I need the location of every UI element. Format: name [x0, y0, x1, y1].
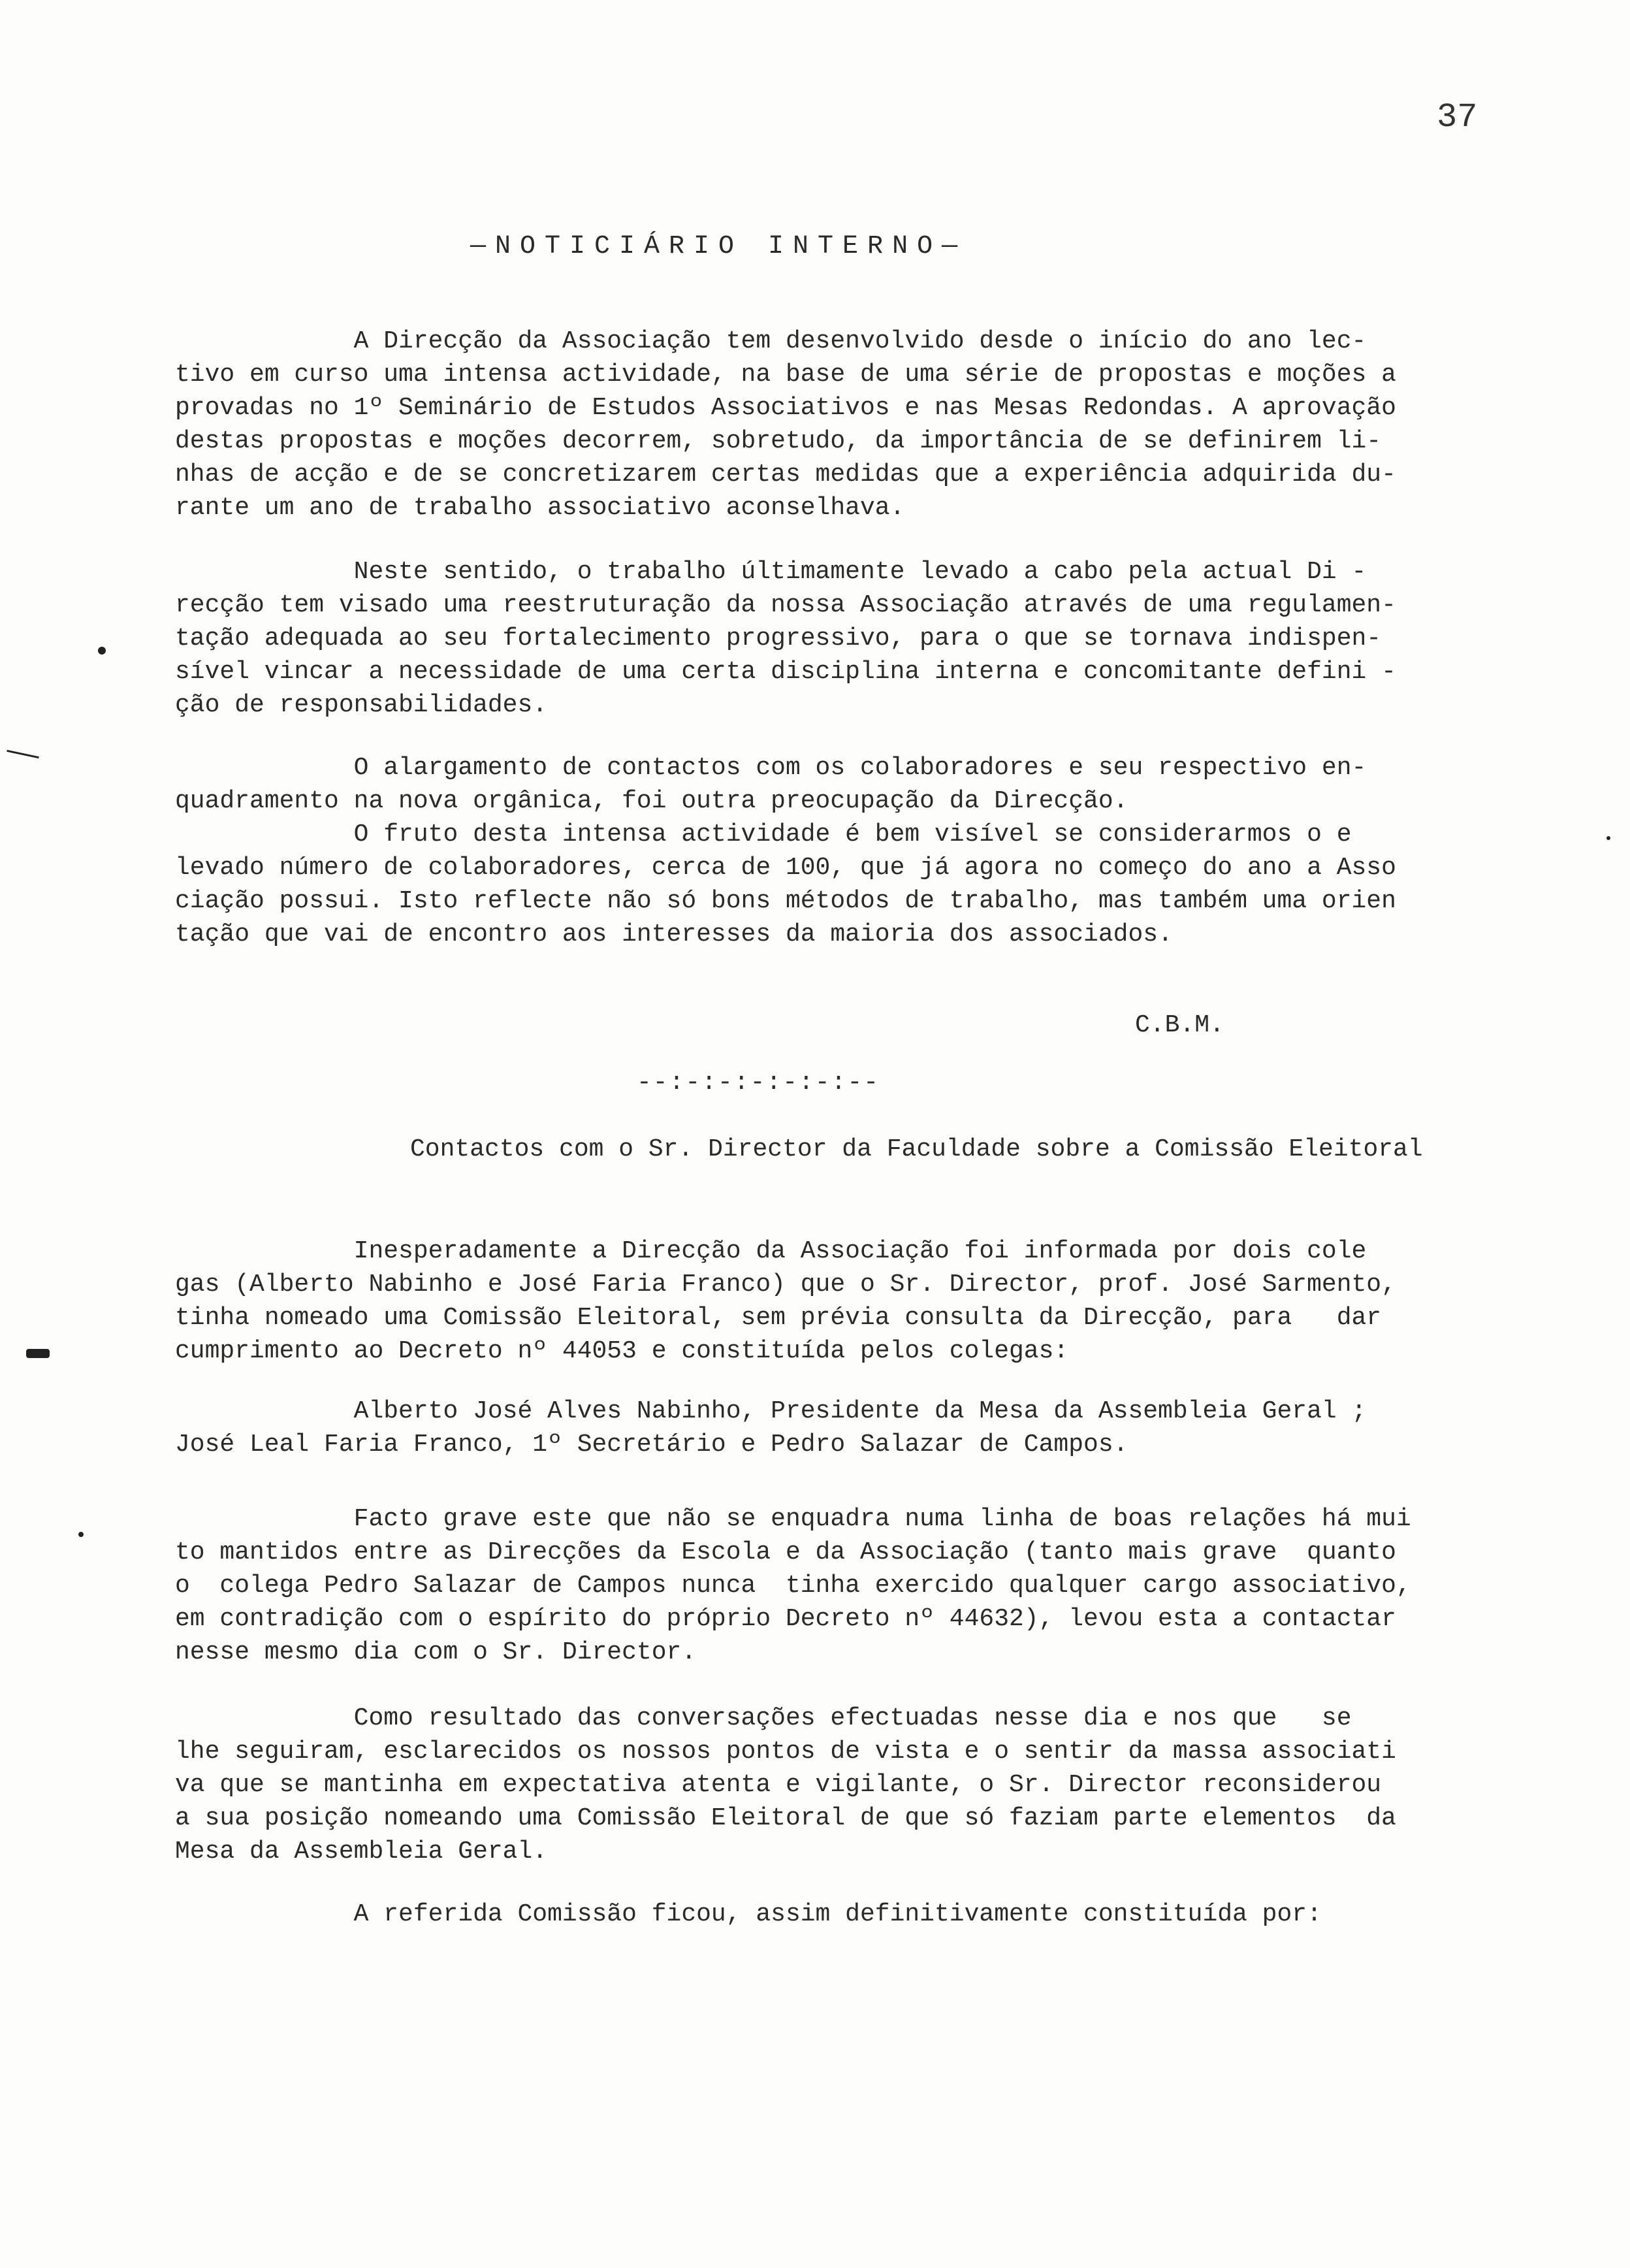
margin-dash	[7, 750, 39, 758]
margin-dot	[78, 1532, 84, 1537]
section-separator: --:-:-:-:-:-:--	[637, 1069, 880, 1097]
paragraph-7: Como resultado das conversações efectuadas nesse dia e nos que se lhe seguiram, esclarecidos os nossos pontos de vista e o sentir da massa associati va que se mantinha em expectativa atenta e vigilante, o Sr. Director reconsiderou a sua posição nomeando uma Comissão Eleitoral de que só faziam parte elementos da Mesa da Assembleia Geral.	[175, 1704, 1396, 1866]
paragraph-3: O alargamento de contactos com os colaboradores e seu respectivo en- quadramento na nova orgânica, foi outra preocupação da Direcção. O fruto desta intensa actividade é bem visível se considerarmos o e levado número de colaboradores, cerca de 100, que já agora no começo do ano a Asso ciação possui. Isto reflecte não só bons métodos de trabalho, mas também uma orien tação que vai de encontro aos interesses da maioria dos associados.	[175, 754, 1396, 948]
paragraph-4: Inesperadamente a Direcção da Associação foi informada por dois cole gas (Alberto Nabinho e José Faria Franco) que o Sr. Director, prof. José Sarmento, tinha nomeado uma Comissão Eleitoral, sem prévia consulta da Direcção, para dar cumprimento ao Decreto nº 44053 e constituída pelos colegas:	[175, 1237, 1396, 1365]
section-heading: —NOTICIÁRIO INTERNO—	[470, 232, 967, 261]
paragraph-1: A Direcção da Associação tem desenvolvido desde o início do ano lec- tivo em curso uma intensa actividade, na base de uma série de propostas e moções a provadas no 1º Seminário de Estudos Associativos e nas Mesas Redondas. A aprovação destas propostas e moções decorrem, sobretudo, da importância de se definirem li- nhas de acção e de se concretizarem certas medidas que a experiência adquirida du- rante um ano de trabalho associativo aconselhava.	[175, 327, 1396, 522]
margin-dot	[1606, 836, 1610, 840]
paragraph-8: A referida Comissão ficou, assim definitivamente constituída por:	[175, 1900, 1322, 1928]
paragraph-6: Facto grave este que não se enquadra numa linha de boas relações há mui to mantidos entre as Direcções da Escola e da Associação (tanto mais grave quanto o colega Pedro Salazar de Campos nunca tinha exercido qualquer cargo associativo, em contradição com o espírito do próprio Decreto nº 44632), levou esta a contactar nesse mesmo dia com o Sr. Director.	[175, 1505, 1411, 1666]
page-number: 37	[1437, 98, 1478, 137]
margin-dot	[98, 647, 106, 655]
author-initials: C.B.M.	[1135, 1011, 1224, 1039]
section-subtitle: Contactos com o Sr. Director da Faculdade sobre a Comissão Eleitoral	[410, 1135, 1423, 1163]
paragraph-5: Alberto José Alves Nabinho, Presidente da Mesa da Assembleia Geral ; José Leal Faria Franco, 1º Secretário e Pedro Salazar de Campos.	[175, 1397, 1367, 1459]
paragraph-2: Neste sentido, o trabalho últimamente levado a cabo pela actual Di - recção tem visado uma reestruturação da nossa Associação através de uma regulamen- tação adequada ao seu fortalecimento progressivo, para o que se tornava indispen- sível vincar a necessidade de uma certa disciplina interna e concomitante defini - ção de responsabilidades.	[175, 558, 1396, 719]
margin-mark	[26, 1349, 50, 1358]
